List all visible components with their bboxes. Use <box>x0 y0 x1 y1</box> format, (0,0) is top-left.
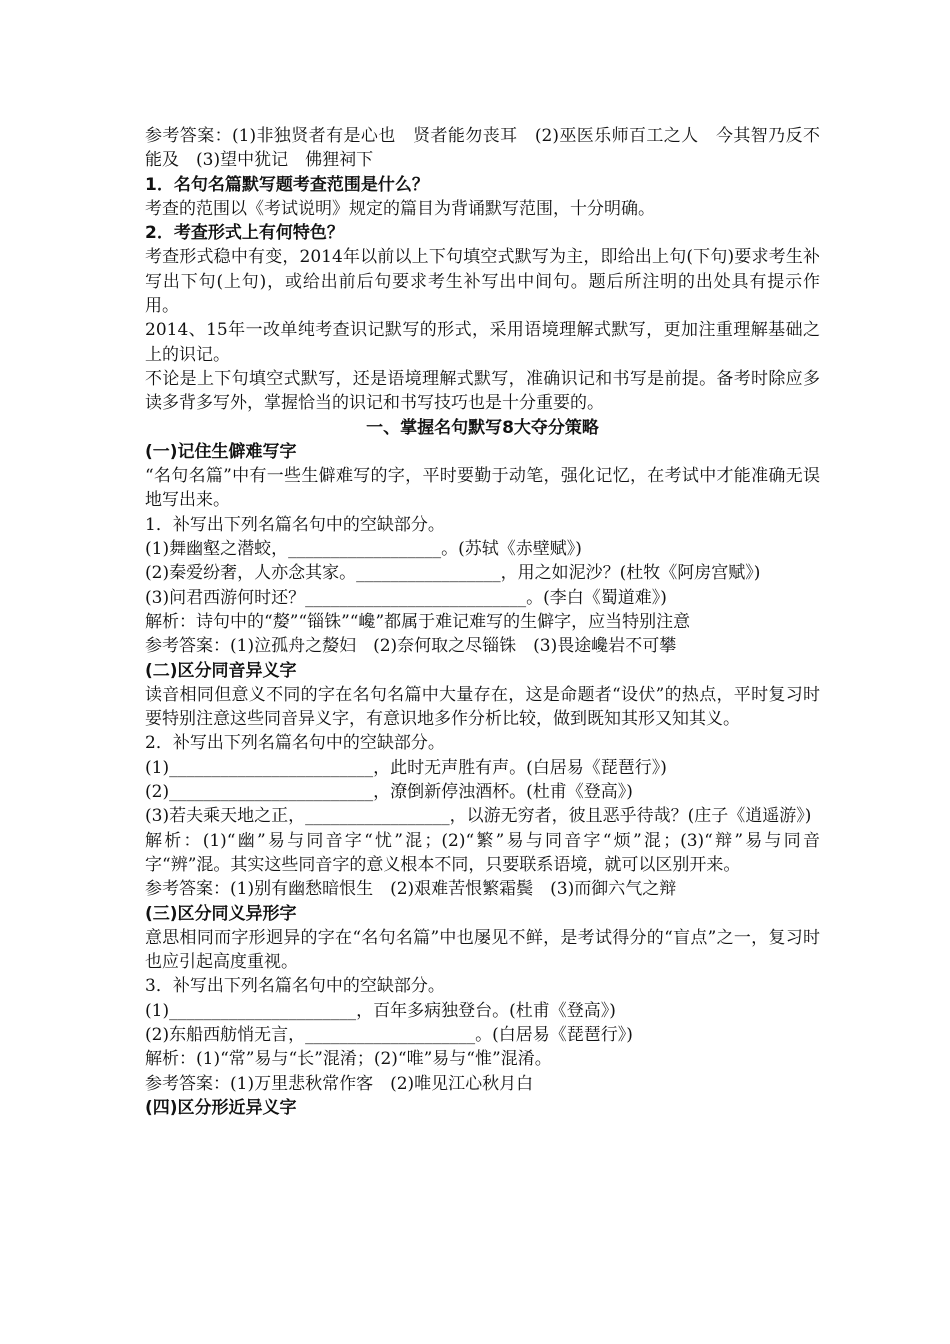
paragraph: 考查的范围以《考试说明》规定的篇目为背诵默写范围，十分明确。 <box>145 198 655 219</box>
question-heading-2: 2．考查形式上有何特色？ <box>145 223 344 244</box>
analysis-line: 解析：(1)“常”易与“长”混淆；(2)“唯”易与“惟”混淆。 <box>145 1049 552 1070</box>
paragraph: 考查形式稳中有变，2014年以前以上下句填空式默写为主，即给出上句(下句)要求考生补写出下句(上句)，或给出前后句要求考生补写出中间句。题后所注明的出处具有提示作用。 <box>145 247 820 317</box>
paragraph: 2014、15年一改单纯考查识记默写的形式，采用语境理解式默写，更加注重理解基础之上的识记。 <box>145 320 820 365</box>
question-heading-1: 1．名句名篇默写题考查范围是什么？ <box>145 174 429 195</box>
exercise-item: (3)若夫乘天地之正，_________________，以游无穷者，彼且恶乎待哉？(庄子《逍遥游》) <box>145 806 812 827</box>
subsection-heading-2: (二)区分同音异义字 <box>145 660 297 681</box>
exercise-prompt: 2．补写出下列名篇名句中的空缺部分。 <box>145 733 445 754</box>
subsection-heading-3: (三)区分同义异形字 <box>145 903 297 924</box>
exercise-item: (2)秦爱纷奢，人亦念其家。_________________，用之如泥沙？(杜牧《阿房宫赋》) <box>145 563 761 584</box>
paragraph: “名句名篇”中有一些生僻难写的字，平时要勤于动笔，强化记忆，在考试中才能准确无误地写出来。 <box>145 466 820 511</box>
section-title: 一、掌握名句默写8大夺分策略 <box>366 417 599 438</box>
exercise-prompt: 3．补写出下列名篇名句中的空缺部分。 <box>145 976 445 997</box>
paragraph: 读音相同但意义不同的字在名句名篇中大量存在，这是命题者“设伏”的热点，平时复习时要特别注意这些同音异义字，有意识地多作分析比较，做到既知其形又知其义。 <box>145 684 820 730</box>
answer-line: 参考答案：(1)万里悲秋常作客 (2)唯见江心秋月白 <box>145 1073 534 1094</box>
answer-line: 参考答案：(1)泣孤舟之嫠妇 (2)奈何取之尽锱铢 (3)畏途巉岩不可攀 <box>145 636 677 657</box>
exercise-item: (2)东船西舫悄无言，____________________。(白居易《琵琶行》) <box>145 1024 633 1045</box>
exercise-item: (3)问君西游何时还？__________________________。(李白《蜀道难》) <box>145 587 667 608</box>
answer-line: 参考答案：(1)别有幽愁暗恨生 (2)艰难苦恨繁霜鬓 (3)而御六气之辩 <box>145 879 677 900</box>
exercise-item: (1)舞幽壑之潜蛟，__________________。(苏轼《赤壁赋》) <box>145 539 582 560</box>
exercise-item: (1)______________________，百年多病独登台。(杜甫《登高》) <box>145 1000 616 1021</box>
exercise-item: (1)________________________，此时无声胜有声。(白居易《琵琶行》) <box>145 757 667 778</box>
subsection-heading-1: (一)记住生僻难写字 <box>145 441 297 462</box>
answer-line: 参考答案：(1)非独贤者有是心也 贤者能勿丧耳 (2)巫医乐师百工之人 今其智乃反不能及 (3)望中犹记 佛狸祠下 <box>145 126 820 171</box>
paragraph: 意思相同而字形迥异的字在“名句名篇”中也屡见不鲜，是考试得分的“盲点”之一，复习时也应引起高度重视。 <box>145 927 820 973</box>
paragraph: 不论是上下句填空式默写，还是语境理解式默写，准确识记和书写是前提。备考时除应多读多背多写外，掌握恰当的识记和书写技巧也是十分重要的。 <box>145 368 820 414</box>
subsection-heading-4: (四)区分形近异义字 <box>145 1097 297 1118</box>
analysis-line: 解析：诗句中的“嫠”“锱铢”“巉”都属于难记难写的生僻字，应当特别注意 <box>145 611 691 632</box>
analysis-line: 解析：(1)“幽”易与同音字“忧”混；(2)“繁”易与同音字“烦”混；(3)“辩”易与同音字“辨”混。其实这些同音字的意义根本不同，只要联系语境，就可以区别开来。 <box>145 830 820 875</box>
exercise-prompt: 1．补写出下列名篇名句中的空缺部分。 <box>145 514 445 535</box>
exercise-item: (2)________________________，潦倒新停浊酒杯。(杜甫《登高》) <box>145 782 633 803</box>
